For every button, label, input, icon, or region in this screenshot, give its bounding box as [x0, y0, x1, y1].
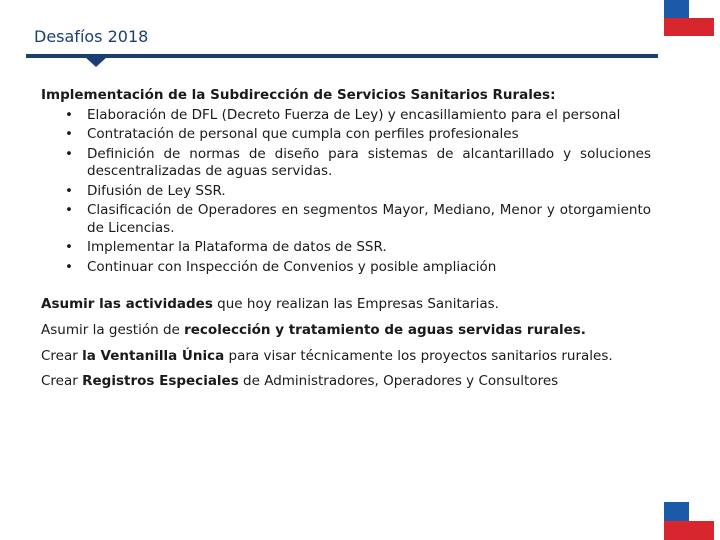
bullet-item: • Difusión de Ley SSR. [87, 183, 651, 201]
paragraph-special-registers [41, 373, 651, 391]
slide-body [41, 87, 651, 391]
paragraph-assume-activities [41, 296, 651, 314]
paragraph-bold: la Ventanilla Única [82, 347, 225, 364]
paragraph-text: Crear [41, 373, 83, 390]
paragraph-text: Crear [41, 347, 83, 364]
bullet-list [41, 107, 651, 277]
header-divider [26, 54, 658, 58]
section-heading: Implementación de la Subdirección de Servicios Sanitarios Rurales: [41, 87, 556, 103]
paragraph-text: Asumir la gestión de [41, 322, 185, 339]
paragraph-text: para visar técnicamente los proyectos sanitarios rurales. [224, 347, 613, 364]
paragraph-single-window [41, 348, 651, 366]
paragraph-assume-management [41, 322, 651, 340]
paragraph-text: de Administradores, Operadores y Consultores [238, 373, 559, 390]
paragraph-bold: Registros Especiales [82, 373, 239, 390]
bullet-item: • Definición de normas de diseño para sistemas de alcantarillado y soluciones descentralizadas de aguas servidas. [87, 146, 651, 181]
bullet-item: • Clasificación de Operadores en segmentos Mayor, Mediano, Menor y otorgamiento de Licencias. [87, 202, 651, 237]
slide-title: Desafíos 2018 [34, 27, 149, 46]
paragraph-text: que hoy realizan las Empresas Sanitarias. [212, 296, 499, 313]
bullet-item: • Continuar con Inspección de Convenios y posible ampliación [87, 259, 651, 277]
bullet-item: • Contratación de personal que cumpla con perfiles profesionales [87, 126, 651, 144]
paragraph-bold: Asumir las actividades [41, 296, 213, 313]
header-notch-marker [85, 57, 107, 67]
chile-flag-logo-top [664, 0, 714, 36]
chile-flag-logo-bottom [664, 502, 714, 540]
bullet-item: • Elaboración de DFL (Decreto Fuerza de Ley) y encasillamiento para el personal [87, 107, 651, 125]
paragraph-bold: recolección y tratamiento de aguas servidas rurales. [184, 322, 586, 339]
bullet-item: • Implementar la Plataforma de datos de SSR. [87, 239, 651, 257]
